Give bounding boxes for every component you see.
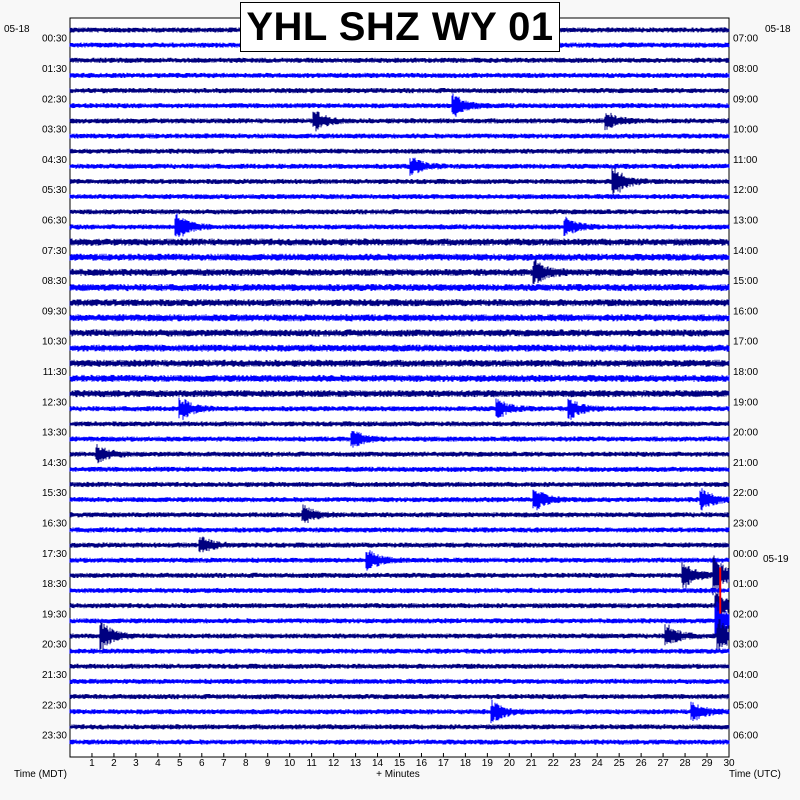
left-tick-label: 04:30 — [41, 154, 67, 166]
left-tick-label: 22:30 — [41, 700, 67, 712]
x-tick-label: 22 — [547, 758, 559, 769]
right-tick-label: 02:00 — [733, 609, 759, 621]
right-tick-label: 16:00 — [733, 306, 759, 318]
x-tick-label: 28 — [679, 758, 691, 769]
right-date: 05-18 — [765, 24, 791, 35]
left-tick-label: 11:30 — [42, 366, 67, 378]
left-tick-label: 03:30 — [41, 124, 67, 136]
right-date-change: 05-19 — [763, 554, 789, 565]
chart-title: YHL SHZ WY 01 — [246, 4, 554, 49]
left-tick-label: 07:30 — [41, 245, 67, 257]
x-tick-label: 3 — [133, 758, 139, 769]
right-tick-label: 18:00 — [733, 366, 759, 378]
right-tick-label: 07:00 — [733, 33, 759, 45]
x-tick-label: 1 — [89, 758, 95, 769]
x-tick-label: 21 — [525, 758, 537, 769]
right-tick-label: 12:00 — [733, 185, 759, 197]
right-tick-label: 22:00 — [733, 488, 759, 500]
x-tick-label: 29 — [701, 758, 713, 769]
x-tick-label: 26 — [635, 758, 647, 769]
left-tick-label: 19:30 — [41, 609, 67, 621]
left-tick-label: 23:30 — [41, 730, 67, 742]
left-tick-label: 20:30 — [41, 639, 67, 651]
left-tick-label: 06:30 — [41, 215, 67, 227]
x-tick-label: 7 — [220, 758, 227, 769]
right-tick-label: 08:00 — [733, 63, 759, 75]
left-date: 05-18 — [4, 24, 30, 35]
x-tick-label: 11 — [306, 758, 317, 769]
x-tick-label: 24 — [591, 758, 603, 769]
left-tick-label: 01:30 — [41, 63, 67, 75]
x-tick-label: 5 — [177, 758, 183, 769]
right-tick-label: 09:00 — [733, 94, 759, 106]
x-tick-label: 17 — [437, 758, 449, 769]
right-tick-label: 00:00 — [733, 548, 759, 560]
right-tick-label: 04:00 — [733, 669, 759, 681]
x-tick-label: 23 — [569, 758, 581, 769]
right-axis-label: Time (UTC) — [729, 769, 781, 780]
right-tick-label: 19:00 — [733, 397, 759, 409]
x-tick-label: 16 — [415, 758, 428, 769]
x-tick-label: 20 — [503, 758, 515, 769]
left-tick-group — [42, 34, 67, 742]
left-tick-label: 10:30 — [41, 336, 67, 348]
right-tick-label: 21:00 — [733, 457, 759, 469]
left-tick-label: 00:30 — [41, 33, 67, 45]
right-tick-label: 15:00 — [733, 276, 759, 288]
right-tick-label: 17:00 — [733, 336, 759, 348]
x-tick-label: 2 — [111, 758, 117, 769]
left-tick-label: 02:30 — [41, 94, 67, 106]
left-tick-label: 14:30 — [41, 457, 67, 469]
x-tick-label: 14 — [371, 758, 384, 769]
left-tick-label: 18:30 — [41, 579, 67, 591]
left-axis-label: Time (MDT) — [14, 769, 67, 780]
right-tick-group — [733, 34, 758, 742]
right-tick-label: 06:00 — [733, 730, 759, 742]
left-tick-label: 21:30 — [41, 669, 67, 681]
left-tick-label: 15:30 — [41, 488, 67, 500]
right-tick-label: 20:00 — [733, 427, 759, 439]
left-tick-label: 08:30 — [41, 276, 67, 288]
x-tick-label: 9 — [264, 758, 271, 769]
right-tick-label: 13:00 — [733, 215, 759, 227]
x-tick-label: 27 — [657, 758, 669, 769]
plot-area — [70, 18, 729, 757]
right-tick-label: 05:00 — [733, 700, 759, 712]
right-tick-label: 14:00 — [733, 245, 759, 257]
x-tick-label: 6 — [199, 758, 205, 769]
station-title — [240, 2, 560, 52]
right-tick-label: 23:00 — [733, 518, 759, 530]
left-tick-label: 09:30 — [41, 306, 67, 318]
x-tick-label: 12 — [328, 758, 340, 769]
right-tick-label: 10:00 — [733, 124, 759, 136]
x-axis-label: + Minutes — [376, 769, 420, 780]
left-tick-label: 05:30 — [41, 185, 67, 197]
x-tick-label: 19 — [481, 758, 493, 769]
x-tick-label: 13 — [350, 758, 362, 769]
right-tick-label: 03:00 — [733, 639, 759, 651]
x-tick-label: 10 — [284, 758, 296, 769]
right-tick-label: 01:00 — [733, 579, 759, 591]
x-tick-label: 4 — [155, 758, 161, 769]
x-tick-label: 8 — [242, 758, 249, 769]
left-tick-label: 12:30 — [41, 397, 67, 409]
right-tick-label: 11:00 — [733, 154, 758, 166]
trace-line — [70, 467, 729, 472]
x-tick-label: 18 — [459, 758, 471, 769]
left-tick-label: 17:30 — [41, 548, 67, 560]
left-tick-label: 16:30 — [41, 518, 67, 530]
x-tick-label: 25 — [613, 758, 625, 769]
left-tick-label: 13:30 — [41, 427, 67, 439]
x-tick-label: 15 — [393, 758, 406, 769]
x-tick-label: 30 — [723, 758, 735, 769]
